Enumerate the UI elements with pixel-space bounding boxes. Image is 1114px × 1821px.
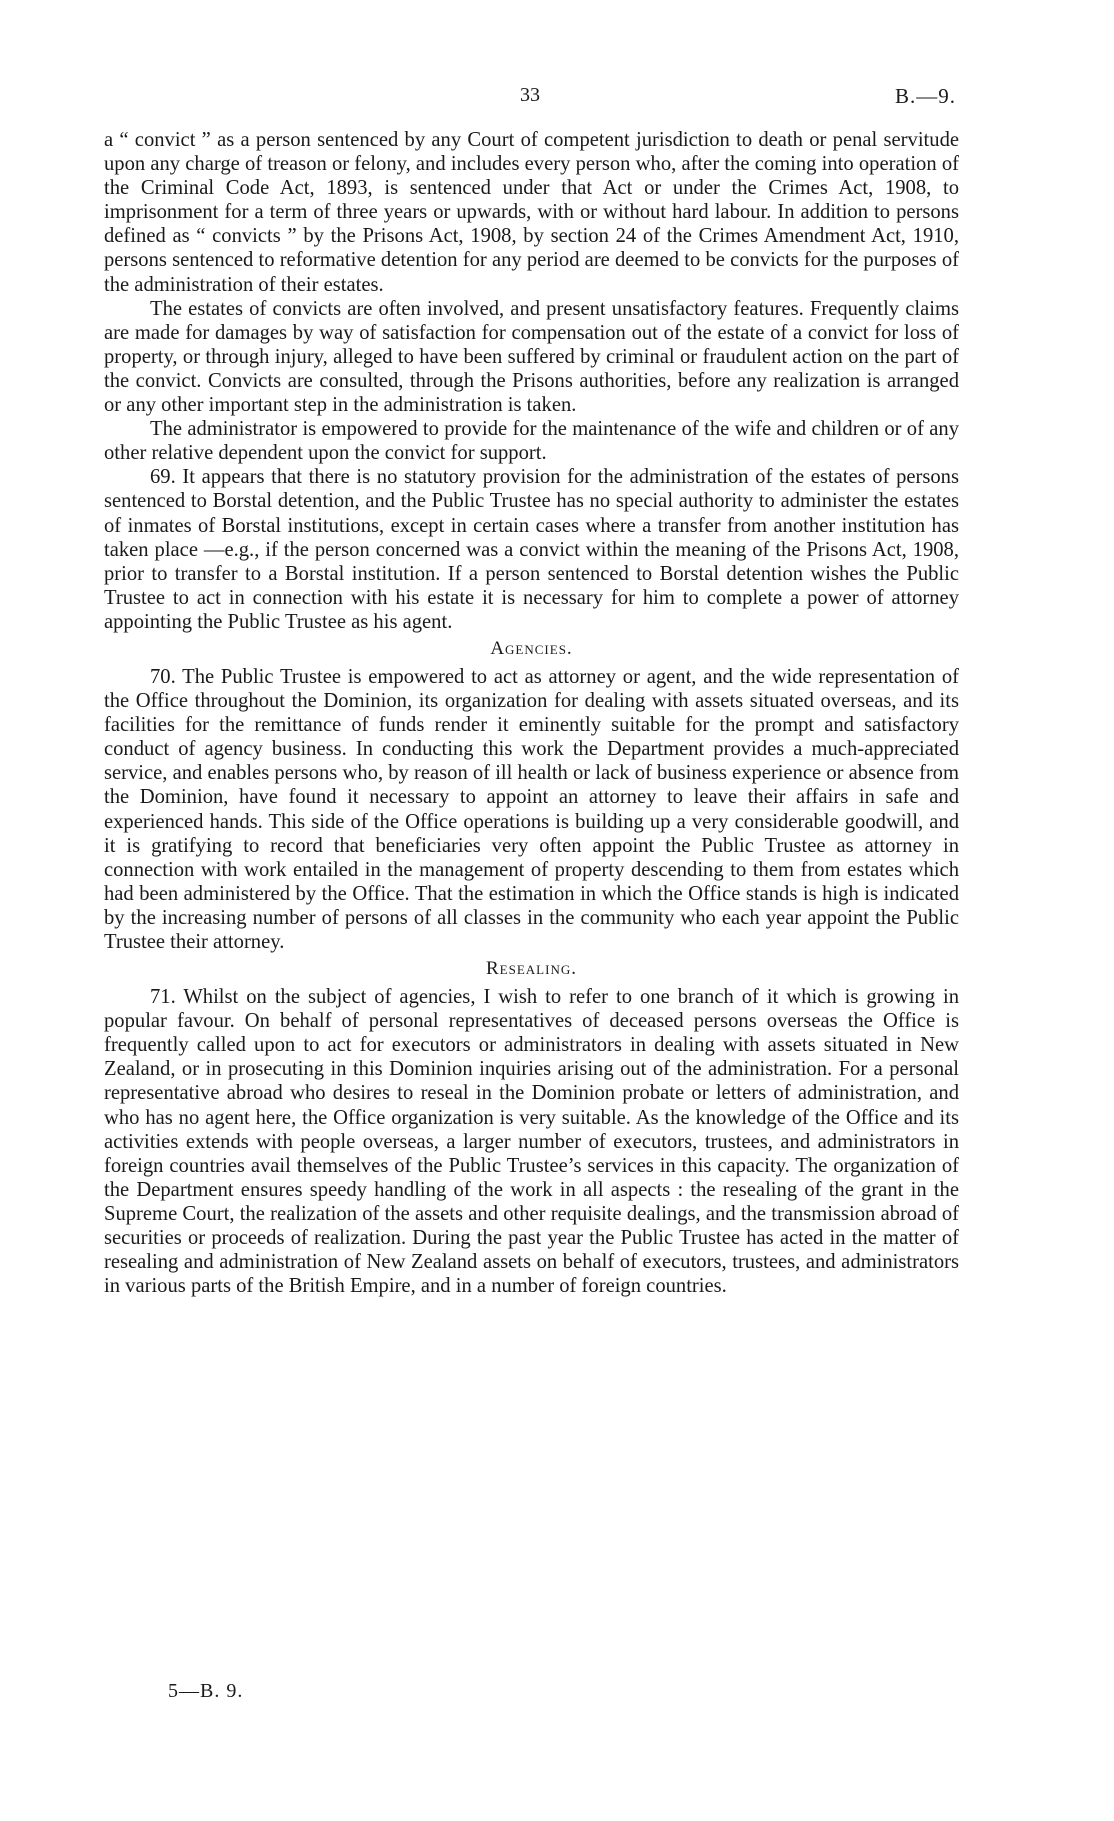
paper-reference: B.—9. (894, 84, 956, 108)
page-number: 33 (520, 84, 540, 106)
footer-signature: 5—B. 9. (168, 1680, 244, 1702)
heading-agencies: Agencies. (490, 637, 573, 659)
paragraph-convict-estates: The estates of convicts are often involved, and present unsatisfactory features. Frequently claims are made for damages by way of satisfaction for compensation out of the estate of a convict for loss of property, or through injury, alleged to have been suffered by criminal or fraudulent action on the part of the convict. Convicts are consulted, through the Prisons authorities, before any realization is arranged or any other important step in the administration is taken. (104, 297, 959, 417)
heading-resealing: Resealing. (486, 958, 577, 980)
paragraph-70-agencies: 70. The Public Trustee is empowered to act as attorney or agent, and the wide representation of the Office throughout the Dominion, its organization for dealing with assets situated overseas, and its facilities for the remittance of funds render it eminently suitable for the prompt and satisfactory conduct of agency business. In conducting this work the Department provides a much-appreciated service, and enables persons who, by reason of ill health or lack of business experience or absence from the Dominion, have found it necessary to appoint an attorney to leave their affairs in safe and experienced hands. This side of the Office operations is building up a very considerable goodwill, and it is gratifying to record that beneficiaries very often appoint the Public Trustee as attorney in connection with work entailed in the management of property descending to them from estates which had been administered by the Office. That the estimation in which the Office stands is high is indicated by the increasing number of persons of all classes in the community who each year appoint the Public Trustee their attorney. (104, 665, 959, 953)
paragraph-convict-definition: a “ convict ” as a person sentenced by any Court of competent jurisdiction to death or penal servitude upon any charge of treason or felony, and includes every person who, after the coming into operation of the Criminal Code Act, 1893, is sentenced under that Act or under the Crimes Act, 1908, to imprisonment for a term of three years or upwards, with or without hard labour. In addition to persons defined as “ convicts ” by the Prisons Act, 1908, by section 24 of the Crimes Amendment Act, 1910, persons sentenced to reformative detention for any period are deemed to be convicts for the purposes of the administration of their estates. (104, 129, 959, 296)
paragraph-71-resealing: 71. Whilst on the subject of agencies, I wish to refer to one branch of it which is growing in popular favour. On behalf of personal representatives of deceased persons overseas the Office is frequently called upon to act for executors or administrators in dealing with assets situated in New Zealand, or in prosecuting in this Dominion inquiries arising out of the administration. For a personal representative abroad who desires to reseal in the Dominion probate or letters of administration, and who has no agent here, the Office organization is very suitable. As the knowledge of the Office and its activities extends with people overseas, a larger number of executors, trustees, and administrators in foreign countries avail themselves of the Public Trustee’s services in this capacity. The organization of the Department ensures speedy handling of the work in all aspects : the resealing of the grant in the Supreme Court, the realization of the assets and other requisite dealings, and the transmission abroad of securities or proceeds of realization. During the past year the Public Trustee has acted in the matter of resealing and administration of New Zealand assets on behalf of executors, trustees, and administrators in various parts of the British Empire, and in a number of foreign countries. (104, 986, 959, 1298)
paragraph-maintenance: The administrator is empowered to provide for the maintenance of the wife and children or of any other relative dependent upon the convict for support. (104, 418, 959, 465)
paragraph-69-borstal: 69. It appears that there is no statutory provision for the administration of the estates of persons sentenced to Borstal detention, and the Public Trustee has no special authority to administer the estates of inmates of Borstal institutions, except in certain cases where a transfer from another institution has taken place —e.g., if the person concerned was a convict within the meaning of the Prisons Act, 1908, prior to transfer to a Borstal institution. If a person sentenced to Borstal detention wishes the Public Trustee to act in connection with his estate it is necessary for him to complete a power of attorney appointing the Public Trustee as his agent. (104, 466, 959, 633)
document-body (104, 128, 959, 1298)
